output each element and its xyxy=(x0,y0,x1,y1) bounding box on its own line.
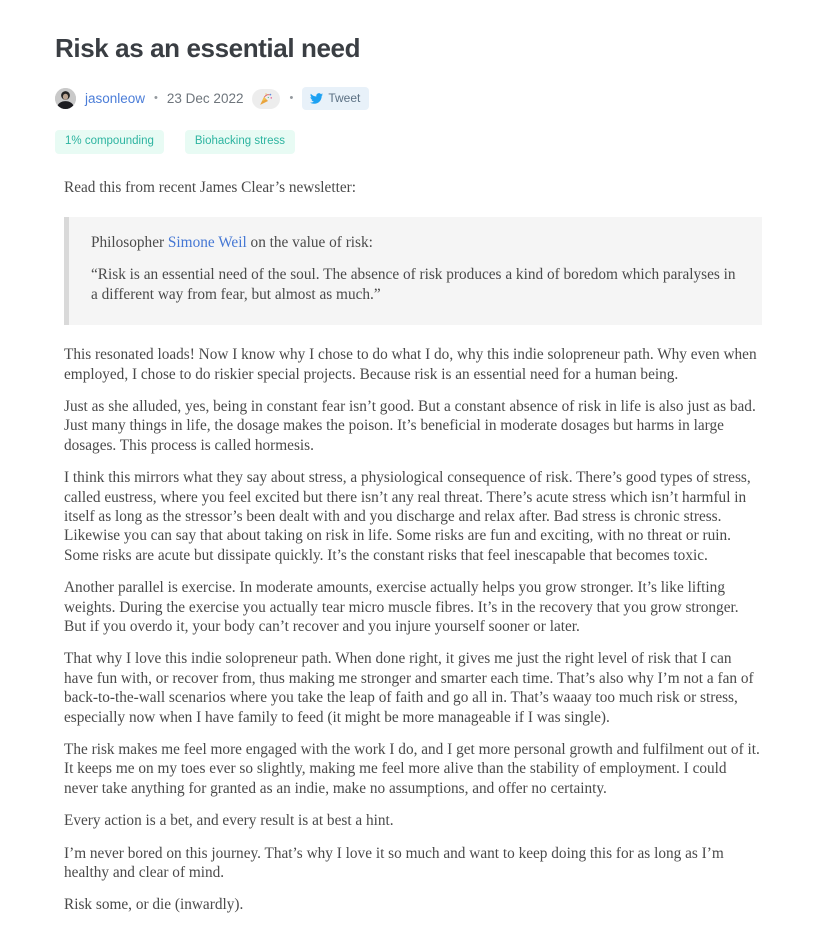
quote-lead-after: on the value of risk: xyxy=(246,233,373,251)
separator-dot: • xyxy=(154,92,158,104)
avatar[interactable] xyxy=(55,88,76,109)
body-paragraph: Every action is a bet, and every result is at best a hint. xyxy=(64,812,394,830)
page-title: Risk as an essential need xyxy=(55,33,361,63)
body-paragraph: Just as she alluded, yes, being in constant fear isn’t good. But a constant absence of risk in life is also just as bad. Just many things in life, the dosage makes the poison. It’s beneficial in moderate dosages but harms in large dosages. This process is called hormesis. xyxy=(64,397,756,454)
tag-1-percent-compounding[interactable]: 1% compounding xyxy=(55,130,164,154)
simone-weil-link[interactable]: Simone Weil xyxy=(167,233,247,251)
avatar-photo xyxy=(55,88,76,109)
party-popper-icon xyxy=(259,92,273,106)
tweet-button[interactable] xyxy=(302,87,369,110)
body-paragraph: I’m never bored on this journey. That’s why I love it so much and want to keep doing this for as long as I’m healthy and clear of mind. xyxy=(64,844,724,882)
author-row xyxy=(55,87,762,110)
body-paragraph: Risk some, or die (inwardly). xyxy=(64,896,244,914)
quote-block xyxy=(64,217,762,325)
tag-list xyxy=(55,130,762,154)
twitter-bird-icon xyxy=(310,92,323,105)
author-link[interactable]: jasonleow xyxy=(85,91,146,106)
tag-biohacking-stress[interactable]: Biohacking stress xyxy=(185,130,295,154)
tweet-button-label: Tweet xyxy=(328,91,361,105)
quote-lead xyxy=(91,233,738,252)
body-paragraph: The risk makes me feel more engaged with the work I do, and I get more personal growth and fulfilment out of it. It keeps me on my toes ever so slightly, making me feel more alive than the stability of employment. I could never take anything for granted as an indie, make no assumptions, and offer no certainty. xyxy=(64,741,760,797)
post-date: 23 Dec 2022 xyxy=(166,91,244,106)
separator-dot: • xyxy=(289,92,294,104)
quote-lead-before: Philosopher xyxy=(91,233,168,251)
intro-paragraph: Read this from recent James Clear’s newsletter: xyxy=(64,178,356,196)
body-paragraph: That why I love this indie solopreneur path. When done right, it gives me just the right level of risk that I can have fun with, or recover from, thus making me stronger and smarter each time. That’s also why I’m not a fan of back-to-the-wall scenarios where you take the leap of faith and go all in. That’s waaay too much risk or stress, especially now when I have family to feed (it might be more manageable if I was single). xyxy=(64,650,754,726)
quote-text: “Risk is an essential need of the soul. The absence of risk produces a kind of boredom which paralyses in a different way from fear, but almost as much.” xyxy=(91,266,736,303)
party-popper-emoji[interactable] xyxy=(252,89,280,109)
article-body xyxy=(64,178,762,915)
body-paragraph: Another parallel is exercise. In moderate amounts, exercise actually helps you grow stronger. It’s like lifting weights. During the exercise you actually tear micro muscle fibres. It’s in the recovery that you grow stronger. But if you overdo it, your body can’t recover and you injure yourself sooner or later. xyxy=(64,579,739,635)
body-paragraph: I think this mirrors what they say about stress, a physiological consequence of risk. There’s good types of stress, called eustress, where you feel excited but there isn’t any real threat. There’s acute stress which isn’t harmful in itself as long as the stressor’s been dealt with and you discharge and relax after. Bad stress is chronic stress. Likewise you can say that about taking on risk in life. Some risks are fun and exciting, with no threat or ruin. Some risks are acute but dissipate quickly. It’s the constant risks that feel inescapable that becomes toxic. xyxy=(64,469,751,564)
body-paragraph: This resonated loads! Now I know why I chose to do what I do, why this indie solopreneur path. Why even when employed, I chose to do riskier special projects. Because risk is an essential need for a human being. xyxy=(64,346,757,383)
